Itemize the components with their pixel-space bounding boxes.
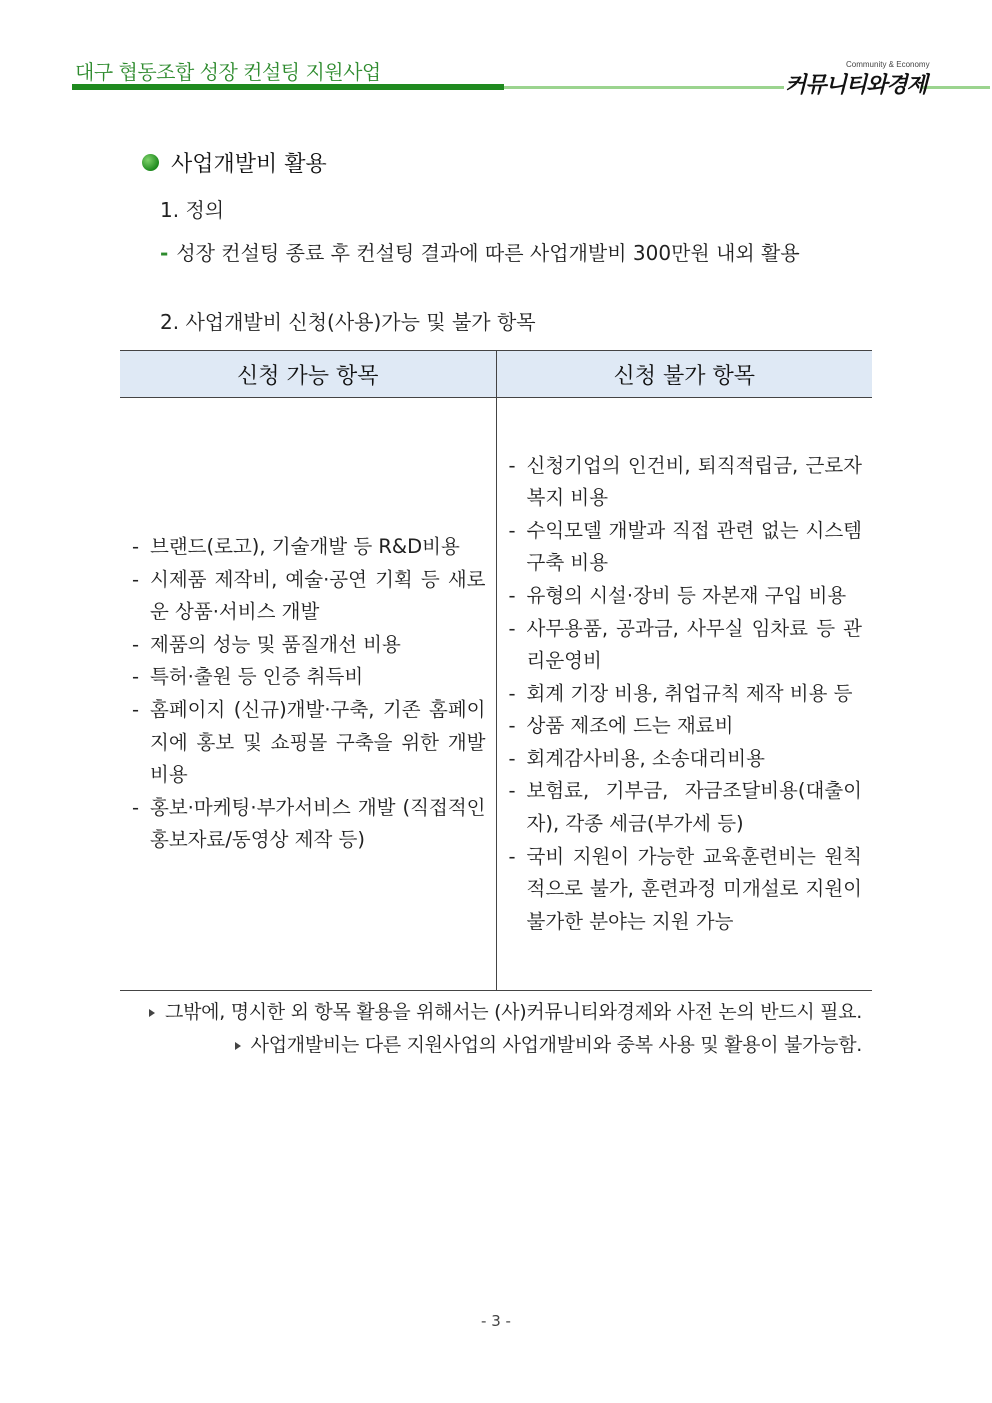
- header-bar-accent: [504, 86, 784, 89]
- definition-heading: 1. 정의: [160, 198, 225, 222]
- list-item: - 홈페이지 (신규)개발·구축, 기존 홈페이지에 홍보 및 쇼핑몰 구축을 위한 개발비용: [128, 694, 486, 792]
- green-bullet-icon: [142, 154, 159, 171]
- list-item: - 특허·출원 등 인증 취득비: [128, 661, 486, 694]
- allowed-cell: [120, 398, 496, 991]
- list-item: - 보험료, 기부금, 자금조달비용(대출이자), 각종 세금(부가세 등): [505, 775, 863, 840]
- items-heading: 2. 사업개발비 신청(사용)가능 및 불가 항목: [160, 310, 536, 334]
- list-item: - 사무용품, 공과금, 사무실 임차료 등 관리운영비: [505, 613, 863, 678]
- header-title: 대구 협동조합 성장 컨설팅 지원사업: [75, 60, 381, 84]
- note-text: 그밖에, 명시한 외 항목 활용을 위해서는 (사)커뮤니티와경제와 사전 논의 반드시 필요.: [165, 1001, 862, 1023]
- disallowed-cell: [496, 398, 872, 991]
- list-item: - 회계 기장 비용, 취업규칙 제작 비용 등: [505, 678, 863, 711]
- definition-line: [160, 237, 800, 266]
- page-number: - 3 -: [481, 1312, 511, 1330]
- logo-subtitle: Community & Economy: [846, 60, 930, 69]
- list-item: - 브랜드(로고), 기술개발 등 R&D비용: [128, 531, 486, 564]
- list-item: - 시제품 제작비, 예술·공연 기획 등 새로운 상품·서비스 개발: [128, 564, 486, 629]
- items-table: [120, 350, 872, 991]
- col-disallowed-header: 신청 불가 항목: [496, 351, 872, 398]
- note-1: [149, 997, 862, 1024]
- list-item: - 홍보·마케팅·부가서비스 개발 (직접적인 홍보자료/동영상 제작 등): [128, 792, 486, 857]
- note-2: [235, 1030, 862, 1057]
- dash-marker: -: [160, 241, 169, 265]
- list-item: - 신청기업의 인건비, 퇴직적립금, 근로자 복지 비용: [505, 450, 863, 515]
- list-item: - 회계감사비용, 소송대리비용: [505, 743, 863, 776]
- header-bar: [72, 84, 504, 90]
- header-bar-accent-right: [922, 86, 990, 89]
- col-allowed-header: 신청 가능 항목: [120, 351, 496, 398]
- section-title: 사업개발비 활용: [171, 152, 327, 177]
- list-item: - 제품의 성능 및 품질개선 비용: [128, 629, 486, 662]
- disallowed-list: [497, 450, 873, 939]
- list-item: - 상품 제조에 드는 재료비: [505, 710, 863, 743]
- triangle-bullet-icon: [149, 1009, 155, 1017]
- allowed-list: [120, 531, 496, 857]
- logo: 커뮤니티와경제: [785, 72, 927, 98]
- list-item: - 수익모델 개발과 직접 관련 없는 시스템 구축 비용: [505, 515, 863, 580]
- list-item: - 국비 지원이 가능한 교육훈련비는 원칙적으로 불가, 훈련과정 미개설로 지원이 불가한 분야는 지원 가능: [505, 841, 863, 939]
- definition-text: 성장 컨설팅 종료 후 컨설팅 결과에 따른 사업개발비 300만원 내외 활용: [176, 241, 800, 265]
- note-text: 사업개발비는 다른 지원사업의 사업개발비와 중복 사용 및 활용이 불가능함.: [250, 1034, 862, 1056]
- triangle-bullet-icon: [235, 1042, 241, 1050]
- section-heading: [142, 147, 327, 178]
- list-item: - 유형의 시설·장비 등 자본재 구입 비용: [505, 580, 863, 613]
